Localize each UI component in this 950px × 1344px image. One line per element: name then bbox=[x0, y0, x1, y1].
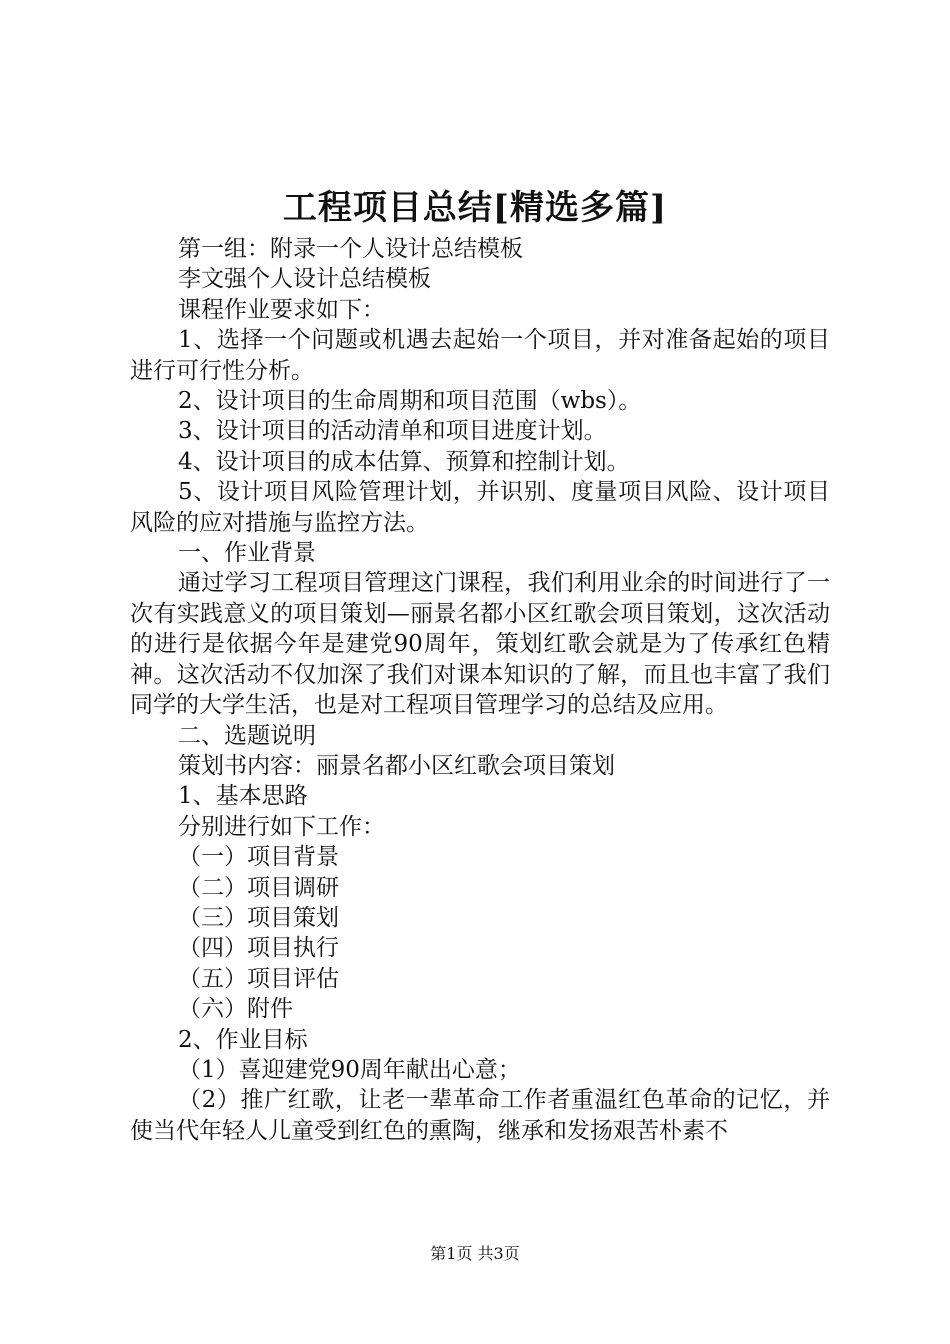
paragraph: 4、设计项目的成本估算、预算和控制计划。 bbox=[178, 448, 630, 475]
document-body bbox=[130, 234, 830, 1146]
list-item: （四）项目执行 bbox=[178, 935, 339, 962]
paragraph: 第一组：附录一个人设计总结模板 bbox=[178, 236, 523, 262]
paragraph: 课程作业要求如下： bbox=[178, 296, 385, 323]
list-item: （1）喜迎建党90周年献出心意； bbox=[178, 1056, 521, 1083]
list-item: （六）附件 bbox=[178, 996, 293, 1023]
paragraph: 2、设计项目的生命周期和项目范围（wbs）。 bbox=[178, 388, 642, 415]
section-heading: 一、作业背景 bbox=[178, 540, 316, 567]
list-item: （2）推广红歌，让老一辈革命工作者重温红色革命的记忆，并使当代年轻人儿童受到红色的熏陶，继承和发扬艰苦朴素不 bbox=[130, 1087, 830, 1144]
list-item: （五）项目评估 bbox=[178, 965, 339, 992]
paragraph: 通过学习工程项目管理这门课程，我们利用业余的时间进行了一次有实践意义的项目策划—丽景名都小区红歌会项目策划，这次活动的进行是依据今年是建党90周年，策划红歌会就是为了传承红色精神。这次活动不仅加深了我们对课本知识的了解，而且也丰富了我们同学的大学生活，也是对工程项目管理学习的总结及应用。 bbox=[130, 570, 830, 719]
document-title: 工程项目总结[精选多篇] bbox=[282, 188, 668, 228]
paragraph: 分别进行如下工作： bbox=[178, 813, 385, 840]
subsection-heading: 2、作业目标 bbox=[178, 1026, 308, 1053]
paragraph: 1、选择一个问题或机遇去起始一个项目，并对准备起始的项目进行可行性分析。 bbox=[130, 327, 830, 384]
paragraph: 李文强个人设计总结模板 bbox=[178, 266, 431, 293]
subsection-heading: 1、基本思路 bbox=[178, 783, 308, 810]
page-footer: 第1页 共3页 bbox=[430, 1244, 520, 1263]
list-item: （三）项目策划 bbox=[178, 904, 339, 931]
section-heading: 二、选题说明 bbox=[178, 722, 316, 749]
paragraph: 3、设计项目的活动清单和项目进度计划。 bbox=[178, 418, 607, 445]
paragraph: 5、设计项目风险管理计划，并识别、度量项目风险、设计项目风险的应对措施与监控方法。 bbox=[130, 479, 830, 536]
list-item: （二）项目调研 bbox=[178, 874, 339, 901]
paragraph: 策划书内容：丽景名都小区红歌会项目策划 bbox=[178, 752, 615, 779]
list-item: （一）项目背景 bbox=[178, 844, 339, 871]
